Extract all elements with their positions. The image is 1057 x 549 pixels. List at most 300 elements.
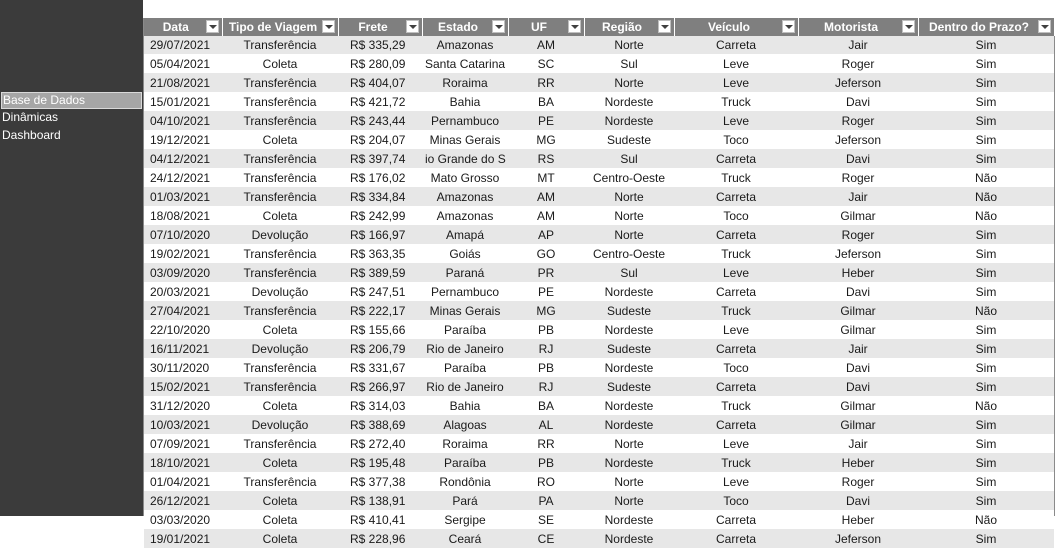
cell-data[interactable]: 27/04/2021 bbox=[144, 302, 222, 321]
table-row[interactable] bbox=[144, 131, 1054, 150]
cell-motorista[interactable]: Jair bbox=[798, 36, 918, 55]
cell-tipo-de-viagem[interactable]: Coleta bbox=[222, 321, 338, 340]
cell-tipo-de-viagem[interactable]: Transferência bbox=[222, 36, 338, 55]
table-row[interactable] bbox=[144, 397, 1054, 416]
cell-motorista[interactable]: Jeferson bbox=[798, 131, 918, 150]
cell-uf[interactable]: AM bbox=[508, 188, 584, 207]
column-header-label: Tipo de Viagem bbox=[228, 20, 318, 34]
data-table bbox=[144, 18, 1055, 549]
cell-data[interactable]: 22/10/2020 bbox=[144, 321, 222, 340]
cell-motorista[interactable]: Gilmar bbox=[798, 321, 918, 340]
cell-uf[interactable]: PR bbox=[508, 264, 584, 283]
cell-dentro-do-prazo[interactable]: Não bbox=[918, 397, 1054, 416]
cell-estado[interactable]: Paraíba bbox=[422, 359, 508, 378]
cell-tipo-de-viagem[interactable]: Transferência bbox=[222, 188, 338, 207]
cell-data[interactable]: 01/04/2021 bbox=[144, 473, 222, 492]
cell-motorista[interactable]: Heber bbox=[798, 264, 918, 283]
cell-frete[interactable]: R$ 195,48 bbox=[338, 454, 422, 473]
cell-data[interactable]: 03/09/2020 bbox=[144, 264, 222, 283]
cell-uf[interactable]: BA bbox=[508, 397, 584, 416]
cell-tipo-de-viagem[interactable]: Coleta bbox=[222, 55, 338, 74]
cell-frete[interactable]: R$ 166,97 bbox=[338, 226, 422, 245]
cell-dentro-do-prazo[interactable]: Sim bbox=[918, 264, 1054, 283]
cell-frete[interactable]: R$ 176,02 bbox=[338, 169, 422, 188]
cell-veiculo[interactable]: Carreta bbox=[674, 226, 798, 245]
cell-motorista[interactable]: Jeferson bbox=[798, 530, 918, 549]
cell-motorista[interactable]: Roger bbox=[798, 226, 918, 245]
cell-frete[interactable]: R$ 206,79 bbox=[338, 340, 422, 359]
cell-data[interactable]: 16/11/2021 bbox=[144, 340, 222, 359]
cell-tipo-de-viagem[interactable]: Transferência bbox=[222, 302, 338, 321]
cell-frete[interactable]: R$ 204,07 bbox=[338, 131, 422, 150]
cell-data[interactable]: 20/03/2021 bbox=[144, 283, 222, 302]
sidebar-item-dinamicas[interactable]: Dinâmicas bbox=[2, 110, 59, 124]
table-row[interactable] bbox=[144, 511, 1054, 530]
cell-motorista[interactable]: Heber bbox=[798, 511, 918, 530]
column-header-frete[interactable] bbox=[338, 18, 422, 36]
cell-tipo-de-viagem[interactable]: Transferência bbox=[222, 93, 338, 112]
table-row[interactable] bbox=[144, 112, 1054, 131]
cell-data[interactable]: 15/02/2021 bbox=[144, 378, 222, 397]
column-header-label: Dentro do Prazo? bbox=[928, 20, 1029, 34]
cell-dentro-do-prazo[interactable]: Sim bbox=[918, 150, 1054, 169]
cell-motorista[interactable]: Gilmar bbox=[798, 416, 918, 435]
table-row[interactable] bbox=[144, 188, 1054, 207]
cell-tipo-de-viagem[interactable]: Devolução bbox=[222, 416, 338, 435]
cell-veiculo[interactable]: Toco bbox=[674, 207, 798, 226]
cell-veiculo[interactable]: Leve bbox=[674, 74, 798, 93]
cell-motorista[interactable]: Gilmar bbox=[798, 397, 918, 416]
cell-estado[interactable]: Bahia bbox=[422, 397, 508, 416]
cell-motorista[interactable]: Gilmar bbox=[798, 302, 918, 321]
cell-uf[interactable]: RS bbox=[508, 150, 584, 169]
cell-tipo-de-viagem[interactable]: Coleta bbox=[222, 207, 338, 226]
cell-data[interactable]: 18/10/2021 bbox=[144, 454, 222, 473]
cell-regiao[interactable]: Sul bbox=[584, 55, 674, 74]
cell-tipo-de-viagem[interactable]: Coleta bbox=[222, 511, 338, 530]
cell-regiao[interactable]: Norte bbox=[584, 473, 674, 492]
table-row[interactable] bbox=[144, 264, 1054, 283]
cell-tipo-de-viagem[interactable]: Coleta bbox=[222, 530, 338, 549]
cell-estado[interactable]: Minas Gerais bbox=[422, 302, 508, 321]
cell-dentro-do-prazo[interactable]: Sim bbox=[918, 55, 1054, 74]
table-row[interactable] bbox=[144, 321, 1054, 340]
cell-estado[interactable]: Santa Catarina bbox=[422, 55, 508, 74]
cell-uf[interactable]: PA bbox=[508, 492, 584, 511]
cell-veiculo[interactable]: Toco bbox=[674, 359, 798, 378]
cell-dentro-do-prazo[interactable]: Sim bbox=[918, 74, 1054, 93]
cell-uf[interactable]: RO bbox=[508, 473, 584, 492]
table-row[interactable] bbox=[144, 169, 1054, 188]
cell-veiculo[interactable]: Truck bbox=[674, 169, 798, 188]
cell-uf[interactable]: PE bbox=[508, 283, 584, 302]
cell-tipo-de-viagem[interactable]: Coleta bbox=[222, 131, 338, 150]
cell-tipo-de-viagem[interactable]: Transferência bbox=[222, 169, 338, 188]
table-row[interactable] bbox=[144, 36, 1054, 55]
table-row[interactable] bbox=[144, 378, 1054, 397]
column-header-uf[interactable] bbox=[508, 18, 584, 36]
cell-regiao[interactable]: Nordeste bbox=[584, 112, 674, 131]
cell-uf[interactable]: RR bbox=[508, 435, 584, 454]
cell-estado[interactable]: Goiás bbox=[422, 245, 508, 264]
cell-motorista[interactable]: Jeferson bbox=[798, 74, 918, 93]
cell-dentro-do-prazo[interactable]: Sim bbox=[918, 226, 1054, 245]
filter-dropdown-icon[interactable] bbox=[406, 20, 419, 33]
filter-dropdown-icon[interactable] bbox=[658, 20, 671, 33]
cell-dentro-do-prazo[interactable]: Sim bbox=[918, 435, 1054, 454]
cell-uf[interactable]: CE bbox=[508, 530, 584, 549]
cell-veiculo[interactable]: Carreta bbox=[674, 150, 798, 169]
cell-estado[interactable]: Sergipe bbox=[422, 511, 508, 530]
cell-estado[interactable]: Pernambuco bbox=[422, 112, 508, 131]
cell-estado[interactable]: Amazonas bbox=[422, 207, 508, 226]
cell-frete[interactable]: R$ 421,72 bbox=[338, 93, 422, 112]
column-header-label: Frete bbox=[358, 20, 388, 34]
cell-frete[interactable]: R$ 242,99 bbox=[338, 207, 422, 226]
cell-frete[interactable]: R$ 314,03 bbox=[338, 397, 422, 416]
cell-motorista[interactable]: Roger bbox=[798, 169, 918, 188]
cell-dentro-do-prazo[interactable]: Não bbox=[918, 188, 1054, 207]
cell-regiao[interactable]: Nordeste bbox=[584, 283, 674, 302]
cell-estado[interactable]: Paraíba bbox=[422, 321, 508, 340]
cell-frete[interactable]: R$ 155,66 bbox=[338, 321, 422, 340]
cell-estado[interactable]: Amazonas bbox=[422, 188, 508, 207]
cell-dentro-do-prazo[interactable]: Sim bbox=[918, 492, 1054, 511]
cell-frete[interactable]: R$ 243,44 bbox=[338, 112, 422, 131]
cell-estado[interactable]: Amapá bbox=[422, 226, 508, 245]
cell-veiculo[interactable]: Truck bbox=[674, 93, 798, 112]
cell-motorista[interactable]: Davi bbox=[798, 150, 918, 169]
cell-dentro-do-prazo[interactable]: Sim bbox=[918, 378, 1054, 397]
cell-veiculo[interactable]: Leve bbox=[674, 435, 798, 454]
cell-data[interactable]: 04/10/2021 bbox=[144, 112, 222, 131]
table-row[interactable] bbox=[144, 359, 1054, 378]
cell-tipo-de-viagem[interactable]: Transferência bbox=[222, 150, 338, 169]
cell-veiculo[interactable]: Leve bbox=[674, 55, 798, 74]
cell-data[interactable]: 29/07/2021 bbox=[144, 36, 222, 55]
cell-data[interactable]: 26/12/2021 bbox=[144, 492, 222, 511]
cell-data[interactable]: 19/12/2021 bbox=[144, 131, 222, 150]
cell-estado[interactable]: Mato Grosso bbox=[422, 169, 508, 188]
table-row[interactable] bbox=[144, 340, 1054, 359]
cell-data[interactable]: 07/10/2020 bbox=[144, 226, 222, 245]
cell-motorista[interactable]: Gilmar bbox=[798, 207, 918, 226]
cell-dentro-do-prazo[interactable]: Não bbox=[918, 169, 1054, 188]
column-header-estado[interactable] bbox=[422, 18, 508, 36]
cell-uf[interactable]: MT bbox=[508, 169, 584, 188]
cell-dentro-do-prazo[interactable]: Sim bbox=[918, 112, 1054, 131]
cell-motorista[interactable]: Jair bbox=[798, 435, 918, 454]
filter-dropdown-icon[interactable] bbox=[322, 20, 335, 33]
filter-dropdown-icon[interactable] bbox=[902, 20, 915, 33]
cell-uf[interactable]: BA bbox=[508, 93, 584, 112]
cell-regiao[interactable]: Sudeste bbox=[584, 131, 674, 150]
cell-motorista[interactable]: Davi bbox=[798, 492, 918, 511]
cell-regiao[interactable]: Nordeste bbox=[584, 416, 674, 435]
cell-regiao[interactable]: Nordeste bbox=[584, 454, 674, 473]
cell-regiao[interactable]: Norte bbox=[584, 36, 674, 55]
cell-uf[interactable]: AM bbox=[508, 207, 584, 226]
sidebar-item-dashboard[interactable]: Dashboard bbox=[2, 128, 61, 142]
cell-regiao[interactable]: Norte bbox=[584, 492, 674, 511]
cell-regiao[interactable]: Sudeste bbox=[584, 302, 674, 321]
cell-data[interactable]: 15/01/2021 bbox=[144, 93, 222, 112]
filter-dropdown-icon[interactable] bbox=[782, 20, 795, 33]
column-header-dentro-do-prazo[interactable] bbox=[918, 18, 1054, 36]
cell-data[interactable]: 24/12/2021 bbox=[144, 169, 222, 188]
filter-dropdown-icon[interactable] bbox=[568, 20, 581, 33]
cell-uf[interactable]: GO bbox=[508, 245, 584, 264]
cell-dentro-do-prazo[interactable]: Sim bbox=[918, 321, 1054, 340]
cell-regiao[interactable]: Norte bbox=[584, 188, 674, 207]
cell-estado[interactable]: Amazonas bbox=[422, 36, 508, 55]
cell-uf[interactable]: AL bbox=[508, 416, 584, 435]
cell-data[interactable]: 01/03/2021 bbox=[144, 188, 222, 207]
cell-regiao[interactable]: Norte bbox=[584, 435, 674, 454]
cell-veiculo[interactable]: Carreta bbox=[674, 283, 798, 302]
cell-motorista[interactable]: Jair bbox=[798, 188, 918, 207]
cell-veiculo[interactable]: Leve bbox=[674, 264, 798, 283]
cell-regiao[interactable]: Centro-Oeste bbox=[584, 245, 674, 264]
column-header-regiao[interactable] bbox=[584, 18, 674, 36]
cell-uf[interactable]: AP bbox=[508, 226, 584, 245]
cell-data[interactable]: 31/12/2020 bbox=[144, 397, 222, 416]
cell-regiao[interactable]: Nordeste bbox=[584, 530, 674, 549]
column-header-label: Estado bbox=[437, 20, 478, 34]
cell-uf[interactable]: MG bbox=[508, 131, 584, 150]
cell-dentro-do-prazo[interactable]: Sim bbox=[918, 473, 1054, 492]
cell-veiculo[interactable]: Leve bbox=[674, 473, 798, 492]
cell-motorista[interactable]: Davi bbox=[798, 378, 918, 397]
cell-data[interactable]: 19/01/2021 bbox=[144, 530, 222, 549]
cell-frete[interactable]: R$ 280,09 bbox=[338, 55, 422, 74]
cell-frete[interactable]: R$ 363,35 bbox=[338, 245, 422, 264]
cell-uf[interactable]: RJ bbox=[508, 378, 584, 397]
cell-motorista[interactable]: Davi bbox=[798, 283, 918, 302]
filter-dropdown-icon[interactable] bbox=[206, 20, 219, 33]
filter-dropdown-icon[interactable] bbox=[1038, 20, 1051, 33]
column-header-motorista[interactable] bbox=[798, 18, 918, 36]
cell-tipo-de-viagem[interactable]: Transferência bbox=[222, 74, 338, 93]
cell-regiao[interactable]: Sul bbox=[584, 150, 674, 169]
cell-dentro-do-prazo[interactable]: Não bbox=[918, 207, 1054, 226]
table-row[interactable] bbox=[144, 150, 1054, 169]
cell-veiculo[interactable]: Truck bbox=[674, 302, 798, 321]
cell-tipo-de-viagem[interactable]: Transferência bbox=[222, 264, 338, 283]
cell-veiculo[interactable]: Carreta bbox=[674, 188, 798, 207]
sidebar-item-base-de-dados[interactable]: Base de Dados bbox=[1, 92, 142, 109]
table-row[interactable] bbox=[144, 416, 1054, 435]
cell-dentro-do-prazo[interactable]: Sim bbox=[918, 245, 1054, 264]
cell-estado[interactable]: Pernambuco bbox=[422, 283, 508, 302]
cell-tipo-de-viagem[interactable]: Coleta bbox=[222, 492, 338, 511]
cell-dentro-do-prazo[interactable]: Sim bbox=[918, 93, 1054, 112]
cell-estado[interactable]: Minas Gerais bbox=[422, 131, 508, 150]
cell-tipo-de-viagem[interactable]: Transferência bbox=[222, 359, 338, 378]
cell-regiao[interactable]: Centro-Oeste bbox=[584, 169, 674, 188]
cell-veiculo[interactable]: Truck bbox=[674, 245, 798, 264]
cell-dentro-do-prazo[interactable]: Sim bbox=[918, 416, 1054, 435]
cell-regiao[interactable]: Nordeste bbox=[584, 511, 674, 530]
cell-frete[interactable]: R$ 410,41 bbox=[338, 511, 422, 530]
cell-data[interactable]: 30/11/2020 bbox=[144, 359, 222, 378]
column-header-veiculo[interactable] bbox=[674, 18, 798, 36]
cell-estado[interactable]: Ceará bbox=[422, 530, 508, 549]
table-row[interactable] bbox=[144, 245, 1054, 264]
cell-estado[interactable]: Paraíba bbox=[422, 454, 508, 473]
table-row[interactable] bbox=[144, 283, 1054, 302]
cell-tipo-de-viagem[interactable]: Transferência bbox=[222, 245, 338, 264]
cell-uf[interactable]: PB bbox=[508, 321, 584, 340]
cell-uf[interactable]: PB bbox=[508, 359, 584, 378]
cell-tipo-de-viagem[interactable]: Coleta bbox=[222, 397, 338, 416]
table-row[interactable] bbox=[144, 55, 1054, 74]
cell-estado[interactable]: Bahia bbox=[422, 93, 508, 112]
cell-motorista[interactable]: Jeferson bbox=[798, 245, 918, 264]
table-row[interactable] bbox=[144, 473, 1054, 492]
cell-tipo-de-viagem[interactable]: Transferência bbox=[222, 435, 338, 454]
cell-veiculo[interactable]: Carreta bbox=[674, 36, 798, 55]
cell-estado[interactable]: Paraná bbox=[422, 264, 508, 283]
cell-veiculo[interactable]: Carreta bbox=[674, 378, 798, 397]
cell-veiculo[interactable]: Leve bbox=[674, 112, 798, 131]
cell-uf[interactable]: MG bbox=[508, 302, 584, 321]
cell-frete[interactable]: R$ 222,17 bbox=[338, 302, 422, 321]
cell-estado[interactable]: Rio de Janeiro bbox=[422, 378, 508, 397]
cell-uf[interactable]: RR bbox=[508, 74, 584, 93]
table-row[interactable] bbox=[144, 492, 1054, 511]
cell-estado[interactable]: Rio de Janeiro bbox=[422, 340, 508, 359]
cell-motorista[interactable]: Davi bbox=[798, 359, 918, 378]
cell-regiao[interactable]: Nordeste bbox=[584, 397, 674, 416]
cell-tipo-de-viagem[interactable]: Transferência bbox=[222, 378, 338, 397]
cell-frete[interactable]: R$ 335,29 bbox=[338, 36, 422, 55]
cell-data[interactable]: 07/09/2021 bbox=[144, 435, 222, 454]
cell-uf[interactable]: SE bbox=[508, 511, 584, 530]
cell-frete[interactable]: R$ 272,40 bbox=[338, 435, 422, 454]
cell-veiculo[interactable]: Leve bbox=[674, 321, 798, 340]
cell-regiao[interactable]: Nordeste bbox=[584, 321, 674, 340]
table-row[interactable] bbox=[144, 207, 1054, 226]
cell-veiculo[interactable]: Toco bbox=[674, 131, 798, 150]
cell-regiao[interactable]: Norte bbox=[584, 74, 674, 93]
cell-tipo-de-viagem[interactable]: Transferência bbox=[222, 112, 338, 131]
cell-data[interactable]: 04/12/2021 bbox=[144, 150, 222, 169]
table-row[interactable] bbox=[144, 435, 1054, 454]
cell-motorista[interactable]: Roger bbox=[798, 112, 918, 131]
table-row[interactable] bbox=[144, 226, 1054, 245]
cell-veiculo[interactable]: Carreta bbox=[674, 416, 798, 435]
cell-estado[interactable]: Alagoas bbox=[422, 416, 508, 435]
cell-data[interactable]: 21/08/2021 bbox=[144, 74, 222, 93]
cell-dentro-do-prazo[interactable]: Sim bbox=[918, 283, 1054, 302]
cell-data[interactable]: 19/02/2021 bbox=[144, 245, 222, 264]
cell-data[interactable]: 03/03/2020 bbox=[144, 511, 222, 530]
cell-estado[interactable]: Roraima bbox=[422, 435, 508, 454]
table-row[interactable] bbox=[144, 530, 1054, 549]
cell-veiculo[interactable]: Truck bbox=[674, 454, 798, 473]
cell-dentro-do-prazo[interactable]: Sim bbox=[918, 530, 1054, 549]
sheet-top-area bbox=[143, 0, 1057, 18]
cell-dentro-do-prazo[interactable]: Não bbox=[918, 511, 1054, 530]
cell-estado[interactable]: io Grande do S bbox=[422, 150, 508, 169]
cell-regiao[interactable]: Nordeste bbox=[584, 359, 674, 378]
cell-motorista[interactable]: Jair bbox=[798, 340, 918, 359]
filter-dropdown-icon[interactable] bbox=[492, 20, 505, 33]
table-row[interactable] bbox=[144, 93, 1054, 112]
cell-frete[interactable]: R$ 331,67 bbox=[338, 359, 422, 378]
table-header-row bbox=[144, 18, 1054, 36]
cell-veiculo[interactable]: Carreta bbox=[674, 530, 798, 549]
column-header-data[interactable] bbox=[144, 18, 222, 36]
cell-regiao[interactable]: Norte bbox=[584, 207, 674, 226]
cell-data[interactable]: 10/03/2021 bbox=[144, 416, 222, 435]
cell-frete[interactable]: R$ 404,07 bbox=[338, 74, 422, 93]
cell-motorista[interactable]: Roger bbox=[798, 473, 918, 492]
cell-regiao[interactable]: Sudeste bbox=[584, 378, 674, 397]
cell-tipo-de-viagem[interactable]: Transferência bbox=[222, 473, 338, 492]
cell-dentro-do-prazo[interactable]: Sim bbox=[918, 131, 1054, 150]
cell-frete[interactable]: R$ 266,97 bbox=[338, 378, 422, 397]
cell-frete[interactable]: R$ 334,84 bbox=[338, 188, 422, 207]
cell-frete[interactable]: R$ 228,96 bbox=[338, 530, 422, 549]
cell-regiao[interactable]: Sudeste bbox=[584, 340, 674, 359]
table-row[interactable] bbox=[144, 302, 1054, 321]
cell-dentro-do-prazo[interactable]: Sim bbox=[918, 454, 1054, 473]
table-row[interactable] bbox=[144, 454, 1054, 473]
cell-veiculo[interactable]: Carreta bbox=[674, 340, 798, 359]
table-row[interactable] bbox=[144, 74, 1054, 93]
cell-motorista[interactable]: Davi bbox=[798, 93, 918, 112]
column-header-label: Veículo bbox=[707, 20, 751, 34]
cell-regiao[interactable]: Nordeste bbox=[584, 93, 674, 112]
cell-regiao[interactable]: Sul bbox=[584, 264, 674, 283]
cell-tipo-de-viagem[interactable]: Coleta bbox=[222, 454, 338, 473]
cell-uf[interactable]: AM bbox=[508, 36, 584, 55]
cell-frete[interactable]: R$ 397,74 bbox=[338, 150, 422, 169]
cell-estado[interactable]: Pará bbox=[422, 492, 508, 511]
cell-dentro-do-prazo[interactable]: Não bbox=[918, 302, 1054, 321]
cell-tipo-de-viagem[interactable]: Devolução bbox=[222, 283, 338, 302]
cell-regiao[interactable]: Norte bbox=[584, 226, 674, 245]
cell-dentro-do-prazo[interactable]: Sim bbox=[918, 359, 1054, 378]
cell-frete[interactable]: R$ 389,59 bbox=[338, 264, 422, 283]
sidebar bbox=[0, 0, 143, 516]
cell-veiculo[interactable]: Truck bbox=[674, 397, 798, 416]
cell-motorista[interactable]: Heber bbox=[798, 454, 918, 473]
cell-uf[interactable]: SC bbox=[508, 55, 584, 74]
cell-estado[interactable]: Roraima bbox=[422, 74, 508, 93]
cell-uf[interactable]: PE bbox=[508, 112, 584, 131]
cell-frete[interactable]: R$ 388,69 bbox=[338, 416, 422, 435]
cell-uf[interactable]: PB bbox=[508, 454, 584, 473]
cell-frete[interactable]: R$ 138,91 bbox=[338, 492, 422, 511]
cell-motorista[interactable]: Roger bbox=[798, 55, 918, 74]
cell-data[interactable]: 18/08/2021 bbox=[144, 207, 222, 226]
cell-dentro-do-prazo[interactable]: Sim bbox=[918, 36, 1054, 55]
cell-data[interactable]: 05/04/2021 bbox=[144, 55, 222, 74]
cell-frete[interactable]: R$ 377,38 bbox=[338, 473, 422, 492]
cell-veiculo[interactable]: Toco bbox=[674, 492, 798, 511]
cell-tipo-de-viagem[interactable]: Devolução bbox=[222, 340, 338, 359]
cell-estado[interactable]: Rondônia bbox=[422, 473, 508, 492]
cell-veiculo[interactable]: Carreta bbox=[674, 511, 798, 530]
cell-tipo-de-viagem[interactable]: Devolução bbox=[222, 226, 338, 245]
cell-frete[interactable]: R$ 247,51 bbox=[338, 283, 422, 302]
column-header-tipo-de-viagem[interactable] bbox=[222, 18, 338, 36]
cell-dentro-do-prazo[interactable]: Sim bbox=[918, 340, 1054, 359]
cell-uf[interactable]: RJ bbox=[508, 340, 584, 359]
